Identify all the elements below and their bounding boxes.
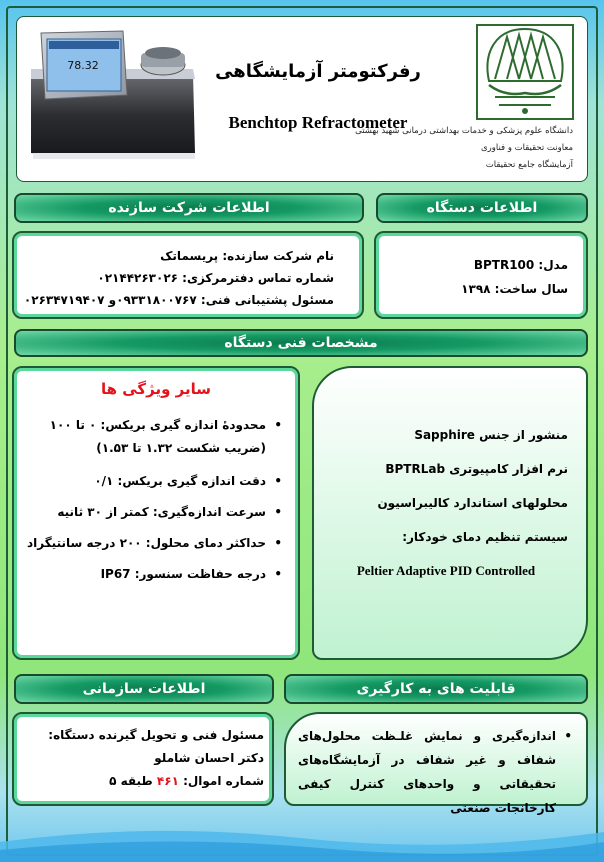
application-text: اندازه‌گیری و نمایش غلـظت محلول‌های شفاف و غیر شفاف در آزمایشگاه‌های تحقیقاتی و واحدهای کنترل کیفی کارخانجات صنعتی <box>298 729 556 815</box>
feature-item: • حداکثر دمای محلول: ۲۰۰ درجه سانتیگراد <box>26 536 282 550</box>
manufacturer-box <box>12 231 364 319</box>
feature-item: • درجه حفاظت سنسور: IP67 <box>100 567 282 581</box>
spec-item: محلولهای استاندارد کالیبراسیون <box>377 496 568 510</box>
university-logo <box>475 23 575 121</box>
spec-item: منشور از جنس Sapphire <box>414 428 568 442</box>
device-info-heading: اطلاعات دستگاه <box>376 193 588 223</box>
feature-text: حداکثر دمای محلول: ۲۰۰ درجه سانتیگراد <box>26 536 266 550</box>
bottom-wave-decoration <box>0 812 604 862</box>
device-model: مدل: BPTR100 <box>473 258 568 272</box>
org-property <box>48 770 264 793</box>
specs-heading: مشخصات فنی دستگاه <box>14 329 588 357</box>
university-line: آزمایشگاه جامع تحقیقات <box>485 160 573 170</box>
application-item: • اندازه‌گیری و نمایش غلـظت محلول‌های شفاف و غیر شفاف در آزمایشگاه‌های تحقیقاتی و واحدهای کنترل کیفی کارخانجات صنعتی <box>298 729 572 815</box>
manufacturer-name: نام شرکت سازنده: پریسماتک <box>160 249 334 263</box>
title-en: Benchtop Refractometer <box>228 113 408 132</box>
device-image <box>23 25 201 165</box>
manufacturer-phone: شماره تماس دفترمرکزی: ۰۲۱۴۴۲۶۳۰۲۶ <box>97 271 334 285</box>
feature-text: دقت اندازه گیری بریکس: ۰/۱ <box>94 474 266 488</box>
applications-heading: قابلیت های به کارگیری <box>284 674 588 704</box>
spec-item: Peltier Adaptive PID Controlled <box>356 563 536 578</box>
feature-text: درجه حفاظت سنسور: IP67 <box>100 567 266 581</box>
university-line: معاونت تحقیقات و فناوری <box>481 143 573 153</box>
property-number: ۴۶۱ <box>156 774 179 788</box>
org-responsible: مسئول فنی و تحویل گیرنده دستگاه: <box>48 728 264 742</box>
university-text <box>355 123 573 174</box>
device-year: سال ساخت: ۱۳۹۸ <box>461 282 568 296</box>
features-title: سایر ویژگی ها <box>100 380 211 398</box>
device-info-box <box>374 231 588 319</box>
manufacturer-support: مسئول پشتیبانی فنی: ۰۹۳۳۱۸۰۰۷۶۷و ۰۲۶۳۴۷۱۹۴۰۷ <box>23 293 334 307</box>
spec-item: نرم افزار کامپیوتری BPTRLab <box>385 462 568 476</box>
feature-text: محدودهٔ اندازه گیری بریکس: ۰ تا ۱۰۰ (ضریب شکست ۱.۳۲ تا ۱.۵۳) <box>49 418 266 455</box>
title-fa: رفرکتومتر آزمایشگاهی <box>215 61 421 82</box>
feature-text: سرعت اندازه‌گیری: کمتر از ۳۰ ثانیه <box>57 505 266 519</box>
applications-box <box>284 712 588 815</box>
manufacturer-heading: اطلاعات شرکت سازنده <box>14 193 364 223</box>
features-list <box>26 414 284 586</box>
spec-item: سیستم تنظیم دمای خودکار: <box>402 530 568 544</box>
features-box <box>12 366 300 660</box>
property-suffix: طبقه ۵ <box>109 774 157 788</box>
device-screen-reading: 78.32 <box>67 59 99 72</box>
org-person: دکتر احسان شاملو <box>154 751 264 765</box>
feature-item: • سرعت اندازه‌گیری: کمتر از ۳۰ ثانیه <box>57 505 282 519</box>
org-info-heading: اطلاعات سازمانی <box>14 674 274 704</box>
specs-box <box>312 366 588 660</box>
feature-item: • دقت اندازه گیری بریکس: ۰/۱ <box>94 474 282 488</box>
header-panel <box>16 16 588 182</box>
property-prefix: شماره اموال: <box>178 774 264 788</box>
feature-item: • محدودهٔ اندازه گیری بریکس: ۰ تا ۱۰۰ (ضریب شکست ۱.۳۲ تا ۱.۵۳) <box>49 418 282 455</box>
org-info-box <box>12 712 274 806</box>
university-line: دانشگاه علوم پزشکی و خدمات بهداشتی درمانی شهید بهشتی <box>355 126 573 136</box>
